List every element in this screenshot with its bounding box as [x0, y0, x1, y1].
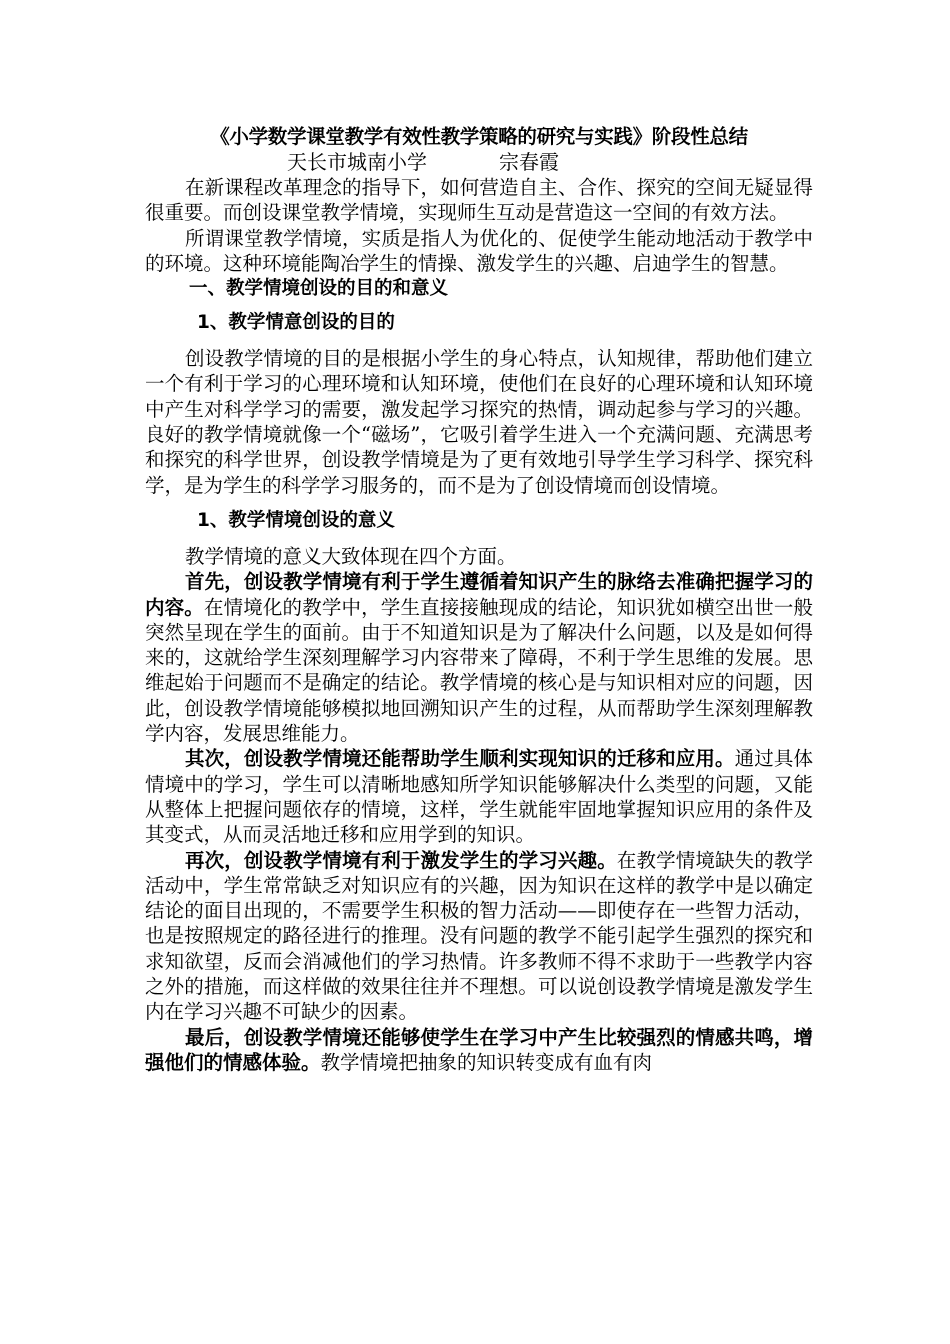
point-paragraph-2: [145, 746, 813, 847]
point-2-bold: 其次，创设教学情境还能帮助学生顺利实现知识的迁移和应用。: [185, 747, 735, 771]
school-name: 天长市城南小学: [287, 150, 427, 174]
point-3-text: 在教学情境缺失的教学活动中，学生常常缺乏对知识应有的兴趣，因为知识在这样的教学中是以确定结论的面目出现的，不需要学生积极的智力活动——即使存在一些智力活动，也是按照规定的路径进行的推理。没有问题的教学不能引起学生强烈的探究和求知欲望，反而会消减他们的学习热情。许多教师不得不求助于一些教学内容之外的措施，而这样做的效果往往并不理想。可以说创设教学情境是激发学生内在学习兴趣不可缺少的因素。: [145, 848, 813, 1024]
document-title: 《小学数学课堂教学有效性教学策略的研究与实践》阶段性总结: [210, 125, 748, 148]
intro-paragraph-1: 在新课程改革理念的指导下，如何营造自主、合作、探究的空间无疑显得很重要。而创设课堂教学情境，实现师生互动是营造这一空间的有效方法。: [145, 176, 813, 225]
point-paragraph-4: [145, 1025, 813, 1076]
document-page: [145, 124, 813, 1075]
intro-paragraph-2: 所谓课堂教学情境，实质是指人为优化的、促使学生能动地活动于教学中的环境。这种环境能陶冶学生的情操、激发学生的兴趣、启迪学生的智慧。: [145, 226, 813, 275]
point-paragraph-3: [145, 848, 813, 1025]
author-name: 宗春霞: [499, 150, 559, 174]
purpose-paragraph: 创设教学情境的目的是根据小学生的身心特点，认知规律，帮助他们建立一个有利于学习的心理环境和认知环境，使他们在良好的心理环境和认知环境中产生对科学学习的需要，激发起学习探究的热情，调动起参与学习的兴趣。良好的教学情境就像一个“磁场”，它吸引着学生进入一个充满问题、充满思考和探究的科学世界，创设教学情境是为了更有效地引导学生学习科学、探究科学，是为学生的科学学习服务的，而不是为了创设情境而创设情境。: [145, 347, 813, 497]
subsection-heading-significance: 1、教学情境创设的意义: [197, 509, 395, 531]
point-paragraph-1: [145, 569, 813, 746]
point-3-bold: 再次，创设教学情境有利于激发学生的学习兴趣。: [185, 848, 617, 872]
significance-lead: 教学情境的意义大致体现在四个方面。: [185, 544, 517, 568]
point-2-text: 通过具体情境中的学习，学生可以清晰地感知所学知识能够解决什么类型的问题，又能从整体上把握问题依存的情境，这样，学生就能牢固地掌握知识应用的条件及其变式，从而灵活地迁移和应用学到的知识。: [145, 747, 813, 847]
point-4-text: 教学情境把抽象的知识转变成有血有肉: [320, 1050, 653, 1074]
point-1-text: 在情境化的教学中，学生直接接触现成的结论，知识犹如横空出世一般突然呈现在学生的面前。由于不知道知识是为了解决什么问题，以及是如何得来的，这就给学生深刻理解学习内容带来了障碍，不利于学生思维的发展。思维起始于问题而不是确定的结论。教学情境的核心是与知识相对应的问题，因此，创设教学情境能够模拟地回溯知识产生的过程，从而帮助学生深刻理解教学内容，发展思维能力。: [145, 595, 813, 746]
subsection-heading-purpose: 1、教学情意创设的目的: [197, 312, 395, 334]
point-1-bold: 首先，创设教学情境有利于学生遵循着知识产生的脉络去准确把握学习的内容。: [145, 570, 813, 619]
byline: [287, 149, 813, 175]
section-heading-1: 一、教学情境创设的目的和意义: [189, 278, 449, 300]
point-4-bold: 最后，创设教学情境还能够使学生在学习中产生比较强烈的情感共鸣，增强他们的情感体验。: [145, 1025, 813, 1074]
